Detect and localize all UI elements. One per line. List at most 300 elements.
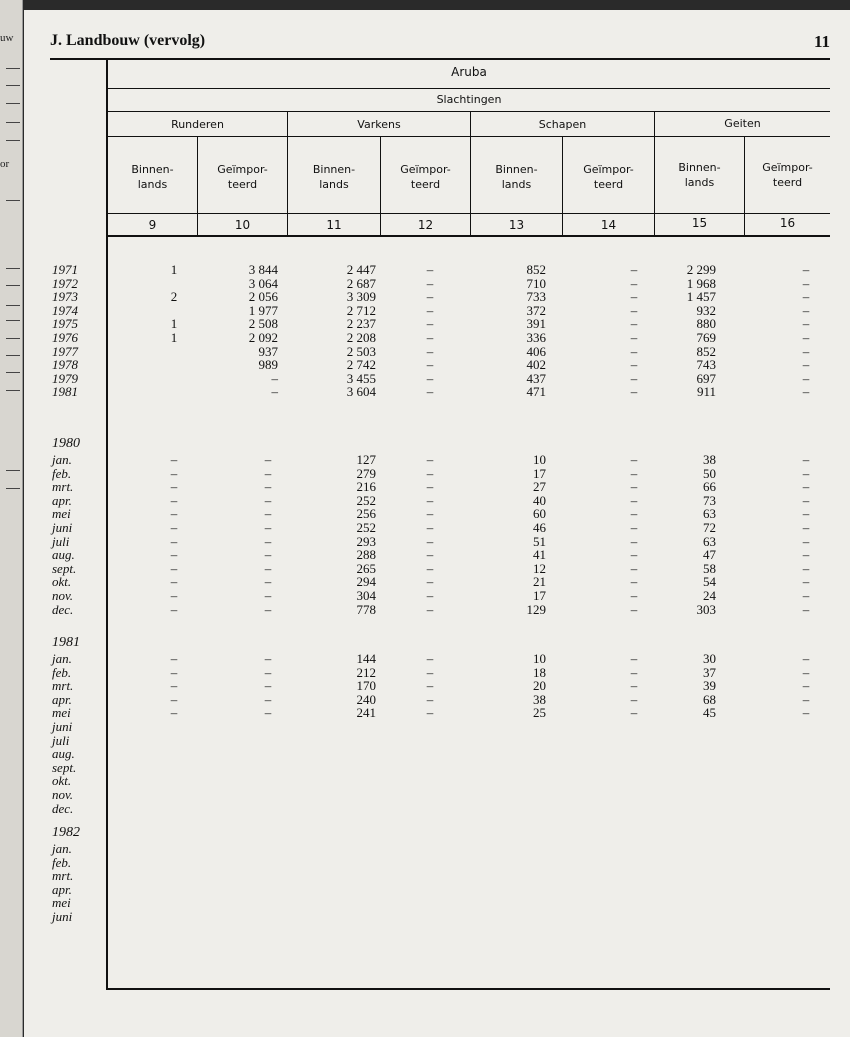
table-cell: 10 [533, 651, 546, 666]
table-cell: – [630, 601, 638, 617]
table-cell: – [630, 384, 638, 400]
table-cell: okt. [52, 773, 72, 789]
table-cell: – [170, 560, 178, 576]
table-cell: 216 [356, 479, 376, 495]
table-cell: 66 [703, 479, 716, 495]
table-cell: mrt. [52, 479, 74, 495]
table-cell: – [264, 465, 272, 481]
table-cell: – [264, 506, 272, 522]
table-cell: mrt. [52, 868, 74, 884]
table-cell: 852 [526, 262, 546, 277]
table-cell: – [630, 275, 638, 291]
table-cell: aug. [52, 547, 75, 563]
table-cell: 37 [703, 664, 716, 680]
table-cell: 212 [356, 664, 376, 680]
table-cell: 38 [703, 452, 716, 467]
table-cell: – [802, 316, 810, 332]
table-cell: – [426, 316, 434, 332]
table-cell [166, 304, 182, 318]
table-cell: – [426, 465, 434, 481]
table-cell: – [170, 547, 178, 563]
table-cell: juli [52, 533, 70, 549]
column-15 [674, 652, 716, 720]
table-cell: 293 [356, 533, 376, 549]
margin-fragment: uw [0, 32, 14, 44]
table-cell: 3 455 [346, 370, 376, 386]
table-cell: – [426, 664, 434, 680]
table-cell: – [264, 492, 272, 508]
table-cell: – [802, 547, 810, 563]
column-10 [260, 453, 276, 616]
header-bottom-rule [106, 235, 830, 237]
table-cell: – [802, 343, 810, 359]
table-cell: 68 [703, 691, 716, 707]
table-cell [166, 277, 182, 291]
table-cell: 73 [703, 492, 716, 508]
table-cell: – [630, 452, 638, 467]
column-16 [798, 453, 814, 616]
table-cell: – [170, 519, 178, 535]
year-label: 1980 [52, 436, 80, 451]
table-cell: 40 [533, 492, 546, 508]
table-cell: 10 [533, 452, 546, 467]
table-cell: feb. [52, 664, 72, 680]
table-cell: 372 [526, 302, 546, 318]
column-number: 14 [600, 218, 617, 232]
column-12 [422, 453, 438, 616]
table-cell: 437 [526, 370, 546, 386]
stub-column-1982 [52, 826, 104, 924]
table-cell: – [271, 370, 278, 386]
table-cell: – [264, 691, 272, 707]
table-cell: 47 [703, 547, 716, 563]
table-cell: – [630, 705, 638, 721]
table-cell: 2 208 [346, 329, 376, 345]
table-cell: dec. [52, 800, 74, 816]
sub-header: Geïmpor- teerd [217, 163, 268, 191]
table-cell: – [630, 465, 638, 481]
column-11 [302, 652, 376, 720]
table-cell: 129 [526, 601, 546, 617]
table-cell: 17 [533, 587, 546, 603]
table-cell: 54 [703, 574, 716, 590]
month-list [52, 652, 104, 815]
table-cell: – [170, 705, 178, 721]
table-cell: – [630, 691, 638, 707]
table-cell: 1979 [52, 370, 78, 386]
table-cell: 256 [356, 506, 376, 522]
table-cell: – [426, 560, 434, 576]
table-cell: 1 [170, 329, 178, 345]
table-cell: – [802, 492, 810, 508]
table-cell: – [426, 479, 434, 495]
column-number: 9 [148, 218, 157, 232]
column-11 [302, 263, 376, 399]
table-cell: – [426, 262, 434, 277]
table-cell: 240 [356, 691, 376, 707]
table-cell: 932 [696, 302, 716, 318]
table-cell: – [264, 547, 272, 563]
table-cell: 1974 [52, 302, 78, 318]
table-cell: – [426, 691, 434, 707]
table-cell: 2 237 [346, 316, 376, 332]
table-cell: – [802, 384, 810, 400]
table-cell: 769 [696, 329, 716, 345]
table-cell: 2 056 [248, 289, 278, 305]
table-cell: – [802, 587, 810, 603]
column-10 [212, 263, 278, 399]
table-cell: – [264, 601, 272, 617]
table-cell [166, 345, 182, 359]
table-cell: juni [52, 718, 73, 734]
table-cell: – [170, 533, 178, 549]
table-cell: – [170, 587, 178, 603]
group-header-varkens: Varkens [357, 118, 401, 131]
group-header-geiten: Geiten [724, 117, 761, 130]
table-cell: aug. [52, 746, 75, 762]
table-cell: 2 092 [248, 329, 278, 345]
table-cell: apr. [52, 492, 72, 508]
table-cell: 45 [703, 705, 716, 721]
table-cell: jan. [52, 452, 72, 467]
column-9 [166, 453, 182, 616]
table-cell: 880 [696, 316, 716, 332]
table-cell: – [264, 587, 272, 603]
table-cell: – [426, 492, 434, 508]
table-cell: 279 [356, 465, 376, 481]
table-cell: – [802, 705, 810, 721]
table-cell: – [802, 506, 810, 522]
column-16 [798, 263, 814, 399]
table-cell: – [802, 302, 810, 318]
table-cell: 1 457 [686, 289, 716, 305]
table-cell: – [802, 519, 810, 535]
table-cell: 27 [533, 479, 546, 495]
table-cell: 1977 [52, 343, 78, 359]
table-cell: – [264, 560, 272, 576]
page-title: J. Landbouw (vervolg) [50, 32, 206, 49]
sub-header: Binnen- lands [495, 163, 538, 191]
table-cell: – [426, 275, 434, 291]
table-cell: – [630, 316, 638, 332]
table-cell: – [630, 289, 638, 305]
column-16 [798, 652, 814, 720]
table-cell: 41 [533, 547, 546, 563]
table-cell: – [630, 664, 638, 680]
table-cell: – [170, 479, 178, 495]
sub-header: Geïmpor- teerd [762, 161, 813, 189]
table-cell: sept. [52, 759, 77, 775]
table-cell: 733 [526, 289, 546, 305]
page-number: 11 [813, 32, 830, 51]
column-13 [506, 453, 546, 616]
table-cell: – [802, 533, 810, 549]
table-cell: 402 [526, 357, 546, 373]
table-cell: – [170, 574, 178, 590]
table-cell: jan. [52, 841, 72, 856]
table-cell: – [264, 519, 272, 535]
column-10 [260, 652, 276, 720]
table-cell: 39 [703, 678, 716, 694]
table-cell: mrt. [52, 678, 74, 694]
table-cell: – [426, 506, 434, 522]
table-cell: 1 [170, 316, 178, 332]
table-cell: – [426, 547, 434, 563]
top-rule [50, 58, 830, 60]
table-cell: okt. [52, 574, 72, 590]
table-cell: 2 687 [346, 275, 376, 291]
table-cell: – [630, 651, 638, 666]
table-cell: – [802, 329, 810, 345]
table-cell: – [802, 370, 810, 386]
table-cell: dec. [52, 601, 74, 617]
previous-page-edge [0, 0, 23, 1037]
table-cell: – [630, 262, 638, 277]
sub-header: Binnen- lands [312, 163, 356, 191]
table-cell: 1 977 [248, 302, 278, 318]
table-cell: 21 [533, 574, 546, 590]
document-page [24, 10, 850, 1037]
table-cell: 1 968 [686, 275, 716, 291]
sub-header: Binnen- lands [678, 161, 721, 189]
table-cell: – [630, 519, 638, 535]
table-cell: 1972 [52, 275, 78, 291]
column-13 [506, 652, 546, 720]
table-cell: – [426, 289, 434, 305]
column-14 [626, 652, 642, 720]
table-cell: – [264, 705, 272, 721]
column-9 [166, 652, 182, 720]
column-number: 12 [417, 218, 434, 232]
table-cell: – [802, 678, 810, 694]
stub-column-rule [106, 60, 108, 990]
table-cell: 241 [356, 705, 376, 721]
table-cell: 288 [356, 547, 376, 563]
table-cell: – [630, 560, 638, 576]
table-cell: – [426, 302, 434, 318]
table-cell: juni [52, 908, 73, 924]
table-cell: – [630, 329, 638, 345]
sub-header: Geïmpor- teerd [583, 163, 634, 191]
column-12 [422, 652, 438, 720]
table-cell: mei [52, 506, 71, 522]
table-cell: 3 064 [248, 275, 278, 291]
table-cell: 60 [533, 506, 546, 522]
table-cell: – [170, 691, 178, 707]
table-cell: – [426, 452, 434, 467]
table-cell: – [426, 533, 434, 549]
month-list [52, 842, 104, 924]
table-cell [166, 372, 182, 386]
table-cell: – [426, 343, 434, 359]
table-cell: – [170, 452, 178, 467]
table-cell: sept. [52, 560, 77, 576]
table-cell: – [802, 262, 810, 277]
table-cell: – [802, 357, 810, 373]
table-cell: 391 [526, 316, 546, 332]
table-cell: 1973 [52, 289, 78, 305]
table-cell: 2 [170, 289, 178, 305]
table-cell: 937 [258, 343, 278, 359]
table-cell: 265 [356, 560, 376, 576]
column-9 [166, 263, 182, 399]
table-cell: 63 [703, 533, 716, 549]
table-cell: 1975 [52, 316, 78, 332]
table-cell: – [802, 479, 810, 495]
table-cell: 18 [533, 664, 546, 680]
table-cell: – [426, 651, 434, 666]
year-label: 1982 [52, 825, 80, 840]
table-cell: – [426, 601, 434, 617]
table-cell: 406 [526, 343, 546, 359]
table-cell: 252 [356, 492, 376, 508]
table-cell: 58 [703, 560, 716, 576]
table-cell: – [630, 357, 638, 373]
table-cell: – [264, 533, 272, 549]
table-cell: – [630, 343, 638, 359]
year-label: 1981 [52, 635, 80, 650]
table-cell: – [802, 465, 810, 481]
column-number: 15 [691, 216, 708, 230]
table-cell: – [264, 664, 272, 680]
stub-column-1980 [52, 437, 104, 616]
table-cell: 63 [703, 506, 716, 522]
table-cell: 25 [533, 705, 546, 721]
table-cell: 2 712 [346, 302, 376, 318]
table-cell: 1981 [52, 384, 78, 400]
table-cell: – [426, 587, 434, 603]
table-cell: 3 844 [248, 262, 278, 277]
header-rule [106, 213, 830, 214]
stub-column-1981 [52, 636, 104, 815]
table-cell: 12 [533, 560, 546, 576]
column-number: 10 [234, 218, 251, 232]
table-bottom-rule [106, 988, 830, 990]
table-cell: 778 [356, 601, 376, 617]
table-cell: 336 [526, 329, 546, 345]
table-cell: 852 [696, 343, 716, 359]
table-cell: 2 742 [346, 357, 376, 373]
column-14 [626, 453, 642, 616]
table-cell: – [426, 574, 434, 590]
table-cell: – [264, 452, 272, 467]
table-cell: 1978 [52, 357, 78, 373]
table-cell: 17 [533, 465, 546, 481]
table-cell: – [630, 587, 638, 603]
table-cell: 989 [258, 357, 278, 373]
table-cell: 20 [533, 678, 546, 694]
table-cell: – [170, 465, 178, 481]
table-cell: – [802, 664, 810, 680]
table-cell [166, 385, 182, 399]
header-rule [106, 88, 830, 89]
table-cell: – [170, 651, 178, 666]
column-number: 16 [779, 216, 796, 230]
table-cell: – [426, 357, 434, 373]
table-cell: jan. [52, 651, 72, 666]
table-cell: 3 604 [346, 384, 376, 400]
table-cell: feb. [52, 854, 72, 870]
margin-fragment: or [0, 158, 10, 170]
month-list [52, 453, 104, 616]
column-number: 13 [508, 218, 525, 232]
table-cell: 30 [703, 651, 716, 666]
column-number: 11 [326, 218, 342, 232]
table-cell: feb. [52, 465, 72, 481]
table-cell: 743 [696, 357, 716, 373]
table-cell: mei [52, 895, 71, 911]
table-cell: 294 [356, 574, 376, 590]
table-cell: 51 [533, 533, 546, 549]
table-cell: – [264, 574, 272, 590]
column-15 [674, 453, 716, 616]
header-rule [106, 111, 830, 112]
table-cell: 303 [696, 601, 716, 617]
table-cell: – [630, 479, 638, 495]
table-cell: 2 299 [686, 262, 716, 277]
table-cell: 46 [533, 519, 546, 535]
table-cell: 24 [703, 587, 716, 603]
table-cell: 1976 [52, 329, 78, 345]
table-cell: 2 503 [346, 343, 376, 359]
table-cell: – [630, 574, 638, 590]
column-11 [302, 453, 376, 616]
table-cell: 252 [356, 519, 376, 535]
table-cell: – [426, 384, 434, 400]
table-cell: – [264, 678, 272, 694]
column-12 [422, 263, 438, 399]
header-rule [106, 136, 830, 137]
table-cell: – [630, 547, 638, 563]
table-cell: – [264, 479, 272, 495]
group-header-schapen: Schapen [538, 118, 587, 131]
table-cell: – [802, 275, 810, 291]
table-cell: – [426, 329, 434, 345]
table-cell: – [170, 678, 178, 694]
table-cell: 2 508 [248, 316, 278, 332]
table-cell: apr. [52, 881, 72, 897]
column-13 [506, 263, 546, 399]
group-header-runderen: Runderen [171, 118, 224, 131]
table-cell: apr. [52, 691, 72, 707]
table-cell: – [170, 506, 178, 522]
table-cell: 1 [170, 262, 178, 277]
sub-header: Binnen- lands [131, 163, 174, 191]
table-cell: 144 [356, 651, 376, 666]
table-cell: – [630, 506, 638, 522]
table-cell: 697 [696, 370, 716, 386]
table-cell: 2 447 [346, 262, 376, 277]
table-cell: – [802, 289, 810, 305]
table-cell: 471 [526, 384, 546, 400]
table-cell: 170 [356, 678, 376, 694]
table-cell: – [170, 492, 178, 508]
table-cell: 304 [356, 587, 376, 603]
column-15 [674, 263, 716, 399]
table-cell: 38 [533, 691, 546, 707]
table-cell: – [802, 560, 810, 576]
table-cell: nov. [52, 587, 74, 603]
table-cell: juli [52, 732, 70, 748]
table-cell: nov. [52, 786, 74, 802]
table-cell: juni [52, 519, 73, 535]
table-cell: – [426, 705, 434, 721]
table-cell: – [630, 370, 638, 386]
table-cell [166, 358, 182, 372]
table-cell: 3 309 [346, 289, 376, 305]
stub-column-annual [52, 263, 104, 399]
table-cell: 50 [703, 465, 716, 481]
